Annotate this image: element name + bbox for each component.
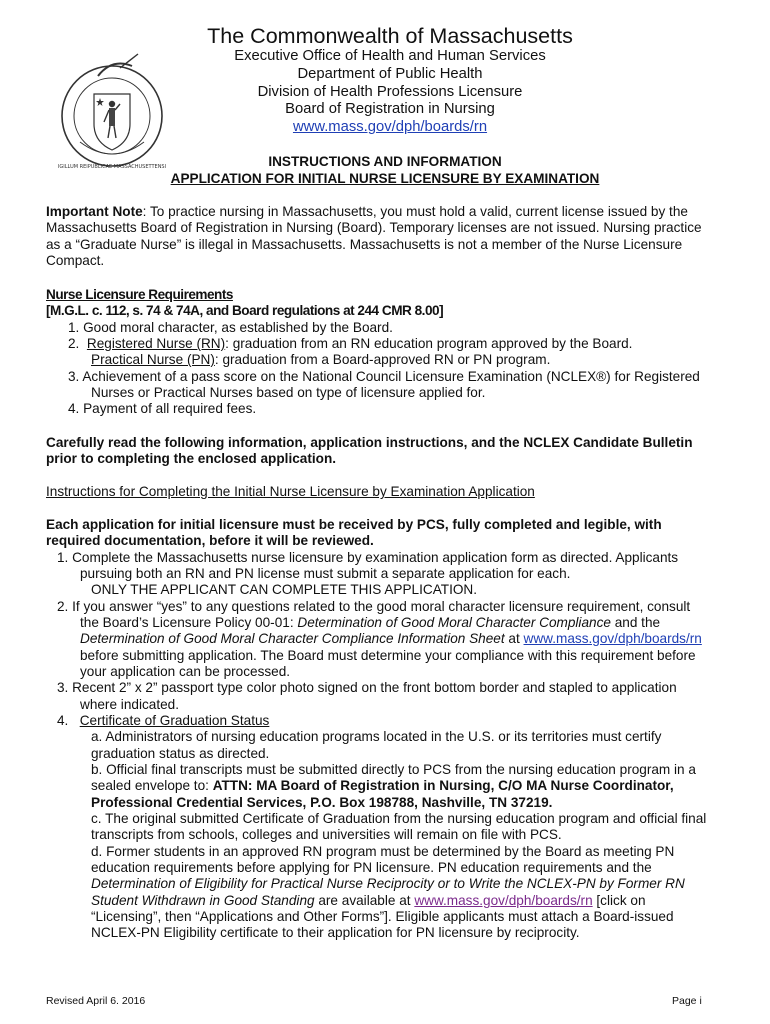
header-website-link[interactable]: www.mass.gov/dph/boards/rn [292, 119, 488, 135]
doc-heading-instructions: INSTRUCTIONS AND INFORMATION [268, 154, 502, 169]
step-4d-website-link[interactable]: www.mass.gov/dph/boards/rn [414, 893, 593, 908]
step-3-line-2: where indicated. [80, 697, 179, 712]
step-4d-click-on: [click on [592, 893, 646, 908]
step-4a-line-1: a. Administrators of nursing education programs located in the U.S. or its territories must certify [91, 729, 662, 744]
step-2-policy-title: Determination of Good Moral Character Compliance [297, 615, 611, 630]
important-note-line-4: Compact. [46, 253, 105, 268]
step-4d-line-5: “Licensing”, then “Applications and Other Forms”]. Eligible applicants must attach a Board-issued [91, 909, 674, 924]
step-4d-withdrawn: Student Withdrawn in Good Standing [91, 893, 315, 908]
step-2-line-4: before submitting application. The Board must determine your compliance with this requirement before [80, 648, 696, 663]
requirement-item-2-number: 2. [68, 336, 80, 351]
rn-text: : graduation from an RN education program approved by the Board. [225, 336, 633, 351]
step-4b-attn: ATTN: MA Board of Registration in Nursing, C/O MA Nurse Coordinator, [212, 778, 674, 793]
instructions-title: Instructions for Completing the Initial Nurse Licensure by Examination Application [46, 484, 535, 499]
important-note-line-3: as a “Graduate Nurse” is illegal in Massachusetts. Massachusetts is not a member of the Nurse Licensure [46, 237, 683, 252]
step-4b-line-2 [91, 778, 674, 795]
each-application-line-1: Each application for initial licensure must be received by PCS, fully completed and legible, with [46, 517, 662, 532]
requirement-item-2 [68, 336, 632, 353]
step-4b-line-1: b. Official final transcripts must be submitted directly to PCS from the nursing education program in a [91, 762, 696, 777]
rn-label: Registered Nurse (RN) [86, 336, 226, 351]
step-4d-available: are available at [314, 893, 415, 908]
footer-revised: Revised April 6. 2016 [46, 995, 146, 1007]
step-4d-line-6: NCLEX-PN Eligibility certificate to their application for PN licensure by reciprocity. [91, 925, 580, 940]
step-2-line-3 [80, 631, 702, 648]
header-line-division: Division of Health Professions Licensure [257, 84, 523, 100]
step-4b-line-3: Professional Credential Services, P.O. Box 198788, Nashville, TN 37219. [91, 795, 553, 810]
important-note-text-1: : To practice nursing in Massachusetts, you must hold a valid, current license issued by the [142, 204, 688, 219]
header-line-board: Board of Registration in Nursing [285, 101, 495, 117]
step-4-title-line [57, 713, 269, 730]
step-2-and: and the [610, 615, 661, 630]
footer-page-number: Page i [672, 995, 702, 1007]
header-line-agency: Executive Office of Health and Human Services [234, 48, 546, 64]
requirements-citation: [M.G.L. c. 112, s. 74 & 74A, and Board regulations at 244 CMR 8.00] [46, 303, 444, 318]
requirement-item-3: 3. Achievement of a pass score on the National Council Licensure Examination (NCLEX®) for Registered [68, 369, 700, 384]
step-4c-line-2: transcripts from schools, colleges and universities will remain on file with PCS. [91, 827, 562, 842]
requirement-item-3-cont: Nurses or Practical Nurses based on type of licensure applied for. [91, 385, 486, 400]
step-2-policy-text: the Board’s Licensure Policy 00-01: [80, 615, 298, 630]
step-2-at: at [504, 631, 524, 646]
step-1-line-1: 1. Complete the Massachusetts nurse licensure by examination application form as directed. Applicants [57, 550, 679, 565]
step-4d-line-1: d. Former students in an approved RN program must be determined by the Board as meeting PN [91, 844, 675, 859]
step-4-title: Certificate of Graduation Status [79, 713, 270, 728]
step-4d-line-2: education requirements before applying for PN licensure. PN education requirements and the [91, 860, 652, 875]
step-4c-line-1: c. The original submitted Certificate of Graduation from the nursing education program and official final [91, 811, 707, 826]
pn-label: Practical Nurse (PN) [91, 352, 215, 367]
requirements-title: Nurse Licensure Requirements [46, 287, 233, 302]
header-title: The Commonwealth of Massachusetts [207, 24, 573, 48]
requirement-item-2-pn [91, 352, 550, 369]
doc-heading-application: APPLICATION FOR INITIAL NURSE LICENSURE BY EXAMINATION [170, 171, 600, 186]
step-1-line-2: pursuing both an RN and PN license must submit a separate application for each. [80, 566, 571, 581]
massachusetts-seal [58, 46, 166, 170]
step-3-line-1: 3. Recent 2” x 2” passport type color photo signed on the front bottom border and stapled to application [57, 680, 677, 695]
requirement-item-1: 1. Good moral character, as established by the Board. [68, 320, 393, 335]
carefully-read-line-2: prior to completing the enclosed application. [46, 451, 337, 466]
step-4a-line-2: graduation status as directed. [91, 746, 270, 761]
step-2-website-link[interactable]: www.mass.gov/dph/boards/rn [523, 631, 702, 646]
important-note-label: Important Note [46, 204, 143, 219]
step-4b-sealed: sealed envelope to: [91, 778, 213, 793]
step-1-line-3: ONLY THE APPLICANT CAN COMPLETE THIS APPLICATION. [91, 582, 478, 597]
step-4-number: 4. [57, 713, 69, 728]
carefully-read-line-1: Carefully read the following information, application instructions, and the NCLEX Candidate Bulletin [46, 435, 693, 450]
svg-text:SIGILLUM REIPUBLICAE MASSACHUS: SIGILLUM REIPUBLICAE MASSACHUSETTENSIS [58, 164, 166, 170]
step-2-line-1: 2. If you answer “yes” to any questions related to the good moral character licensure requirement, consult [57, 599, 691, 614]
important-note-line-2: Massachusetts Board of Registration in Nursing (Board). Temporary licenses are not issued. Nursing practice [46, 220, 702, 235]
header-line-department: Department of Public Health [297, 66, 483, 82]
step-2-line-5: your application can be processed. [80, 664, 291, 679]
step-2-info-sheet: Determination of Good Moral Character Compliance Information Sheet [80, 631, 505, 646]
step-4d-line-4 [91, 893, 646, 910]
each-application-line-2: required documentation, before it will be reviewed. [46, 533, 374, 548]
pn-text: : graduation from a Board-approved RN or PN program. [214, 352, 551, 367]
requirement-item-4: 4. Payment of all required fees. [68, 401, 257, 416]
important-note-line-1 [46, 204, 688, 221]
step-2-line-2 [80, 615, 660, 632]
step-4d-line-3: Determination of Eligibility for Practical Nurse Reciprocity or to Write the NCLEX-PN by Former RN [91, 876, 685, 891]
